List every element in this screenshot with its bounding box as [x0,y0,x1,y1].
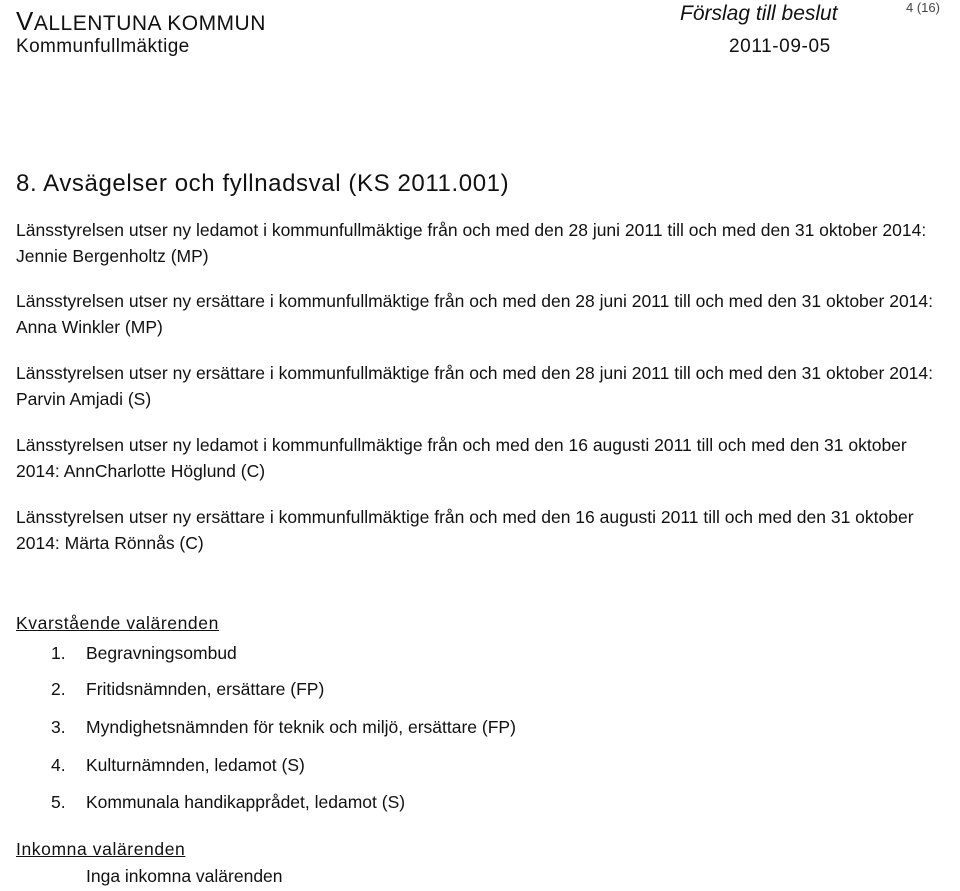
paragraph-3: Länsstyrelsen utser ny ersättare i kommunfullmäktige från och med den 28 juni 2011 till och med den 31 oktober 2014: Parvin Amjadi (S) [16,363,933,409]
decision-body: Kommunfullmäktige [16,36,190,57]
list-number: 2. [51,679,66,699]
list-number: 5. [51,792,66,812]
document-date: 2011-09-05 [729,36,831,57]
incoming-heading: Inkomna valärenden [16,839,186,859]
remaining-heading: Kvarstående valärenden [16,613,219,633]
list-text: Begravningsombud [86,643,237,663]
list-text: Fritidsnämnden, ersättare (FP) [86,679,325,699]
paragraph-1: Länsstyrelsen utser ny ledamot i kommunfullmäktige från och med den 28 juni 2011 till och med den 31 oktober 2014: Jennie Bergenholtz (MP) [16,220,927,266]
list-number: 3. [51,717,66,737]
document-status: Förslag till beslut [680,2,838,25]
list-text: Myndighetsnämnden för teknik och miljö, ersättare (FP) [86,717,516,737]
page-number: 4 (16) [906,0,940,15]
list-number: 4. [51,755,66,775]
organization-name: VALLENTUNA KOMMUN [16,6,266,36]
list-text: Kommunala handikapprådet, ledamot (S) [86,792,406,812]
incoming-none: Inga inkomna valärenden [86,866,283,886]
paragraph-2: Länsstyrelsen utser ny ersättare i kommunfullmäktige från och med den 28 juni 2011 till och med den 31 oktober 2014: Anna Winkler (MP) [16,291,933,337]
list-number: 1. [51,643,66,663]
section-title: 8. Avsägelser och fyllnadsval (KS 2011.001) [16,170,510,197]
list-text: Kulturnämnden, ledamot (S) [86,755,305,775]
paragraph-4: Länsstyrelsen utser ny ledamot i kommunfullmäktige från och med den 16 augusti 2011 till och med den 31 oktober 2014: AnnCharlotte Höglund (C) [16,435,907,481]
paragraph-5: Länsstyrelsen utser ny ersättare i kommunfullmäktige från och med den 16 augusti 2011 till och med den 31 oktober 2014: Märta Rönnås (C) [16,507,914,553]
